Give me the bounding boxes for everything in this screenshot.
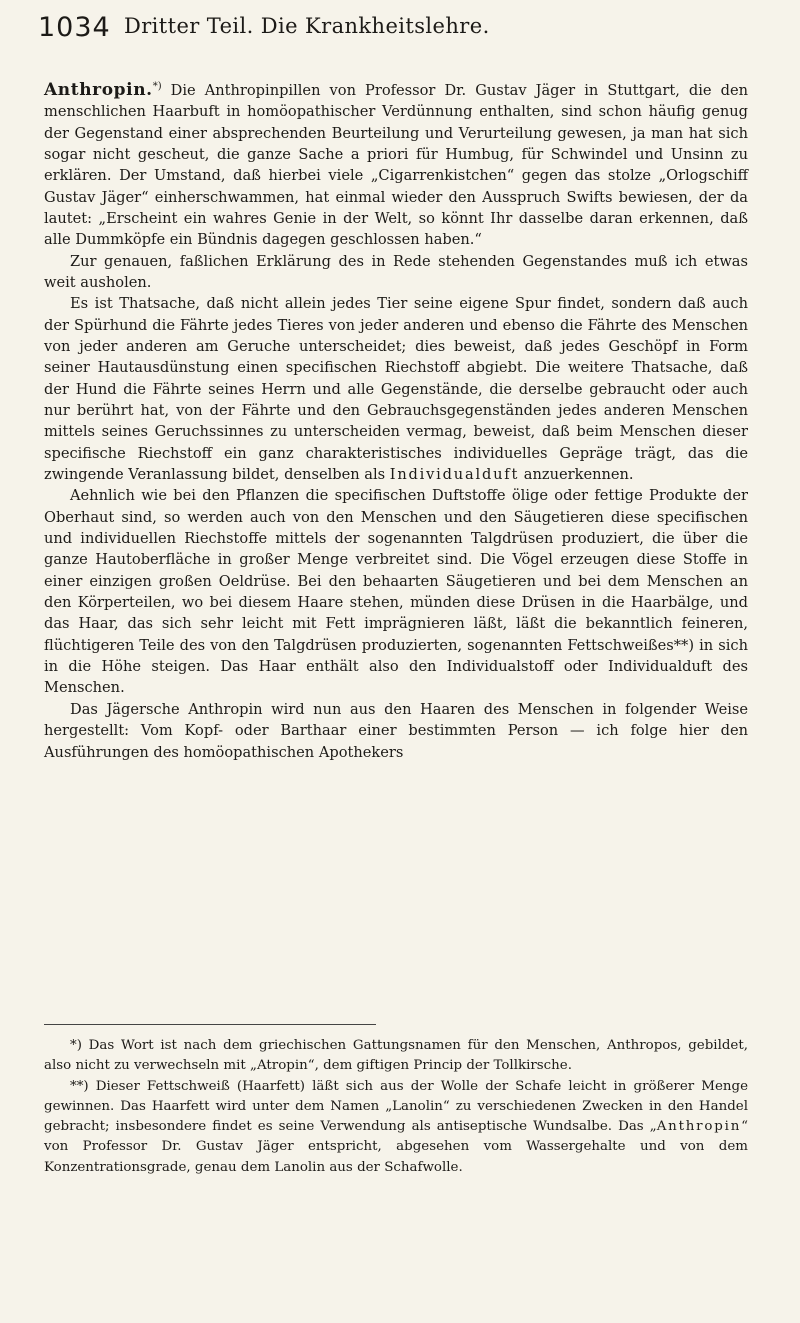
spaced-term: Anthropin — [656, 1119, 742, 1135]
footnote: *) Das Wort ist nach dem griechischen Gattungsnamen für den Menschen, Anthropos, gebildet, also nicht zu verwechseln mit „Atropin“, dem giftigen Princip der Tollkirsche. — [44, 1038, 748, 1074]
paragraph-text: Es ist Thatsache, daß nicht allein jedes Tier seine eigene Spur findet, sondern daß auch der Spürhund die Fährte jedes Tieres von jeder anderen und ebenso die Fährte des Menschen von jeder anderen am Geruche unterscheidet; dies beweist, daß jedes Geschöpf in Form seiner Hautausdünstung einen specifischen Riechstoff abgiebt. Die weitere Thatsache, daß der Hund die Fährte seines Herrn und alle Gegenstände, die derselbe gebraucht oder auch nur berührt hat, von der Fährte und den Gebrauchsgegenständen jedes anderen Menschen mittels seines Geruchssinnes zu unterscheiden vermag, beweist, daß beim Menschen dieser specifische Riechstoff ein ganz charakteristisches individuelles Gepräge trägt, das die zwingende Veranlassung bildet, denselben als — [44, 295, 748, 484]
paragraph-text: anzuerkennen. — [519, 466, 634, 484]
paragraph-anthropin — [44, 76, 748, 251]
paragraph: Das Jägersche Anthropin wird nun aus den Haaren des Menschen in folgender Weise hergestellt: Vom Kopf- oder Barthaar einer bestimmten Person — ich folge hier den Ausführungen des homöopathischen Apothekers — [44, 700, 748, 761]
paragraph: Zur genauen, faßlichen Erklärung des in Rede stehenden Gegenstandes muß ich etwas weit ausholen. — [44, 252, 748, 291]
paragraph — [44, 293, 748, 485]
footnote-text: “ von Professor Dr. Gustav Jäger entspricht, abgesehen vom Wassergehalte und von dem Konzentrationsgrade, genau dem Lanolin aus der Schafwolle. — [44, 1119, 748, 1175]
footnote-marker: *) — [152, 81, 162, 92]
running-title: Dritter Teil. Die Krankheitslehre. — [124, 14, 490, 38]
keyword-anthropin: Anthropin. — [44, 79, 153, 100]
paragraph-text: Die Anthropinpillen von Professor Dr. Gustav Jäger in Stuttgart, die den menschlichen Haarbuft in homöopathischer Verdünnung enthalten, sind schon häufig genug der Gegenstand einer absprechenden Beurteilung und Verurteilung gewesen, ja man hat sich sogar nicht gescheut, die ganze Sache a priori für Humbug, für Schwindel und Unsinn zu erklären. Der Umstand, daß hierbei viele „Cigarrenkistchen“ gegen das stolze „Orlogschiff Gustav Jäger“ einherschwammen, hat einmal wieder den Ausspruch Swifts bewiesen, der da lautet: „Erscheint ein wahres Genie in der Welt, so könnt Ihr dasselbe daran erkennen, daß alle Dummköpfe ein Bündnis dagegen geschlossen haben.“ — [44, 81, 748, 249]
spaced-term: Individualduft — [389, 466, 520, 484]
footnote-divider — [44, 1024, 376, 1025]
footnotes — [44, 1036, 748, 1178]
page-header — [38, 0, 758, 56]
footnote — [44, 1077, 748, 1178]
main-text — [44, 76, 748, 763]
footnote-text: **) Dieser Fettschweiß (Haarfett) läßt sich aus der Wolle der Schafe leicht in größerer Menge gewinnen. Das Haarfett wird unter dem Namen „Lanolin“ zu verschiedenen Zwecken in den Handel gebracht; insbesondere findet es seine Verwendung als antiseptische Wundsalbe. Das „ — [44, 1078, 748, 1135]
page-number: 1034 — [38, 12, 111, 43]
paragraph: Aehnlich wie bei den Pflanzen die specifischen Duftstoffe ölige oder fettige Produkte der Oberhaut sind, so werden auch von den Menschen und den Säugetieren diese specifischen und individuellen Riechstoffe mittels der sogenannten Talgdrüsen produziert, die über die ganze Hautoberfläche in großer Menge verbreitet sind. Die Vögel erzeugen diese Stoffe in einer einzigen großen Oeldrüse. Bei den behaarten Säugetieren und bei dem Menschen an den Körperteilen, wo bei diesem Haare stehen, münden diese Drüsen in die Haarbälge, und das Haar, das sich sehr leicht mit Fett imprägnieren läßt, läßt die bekanntlich feineren, flüchtigeren Teile des von den Talgdrüsen produzierten, sogenannten Fettschweißes**) in sich in die Höhe steigen. Das Haar enthält also den Individualstoff oder Individualduft des Menschen. — [44, 487, 748, 697]
